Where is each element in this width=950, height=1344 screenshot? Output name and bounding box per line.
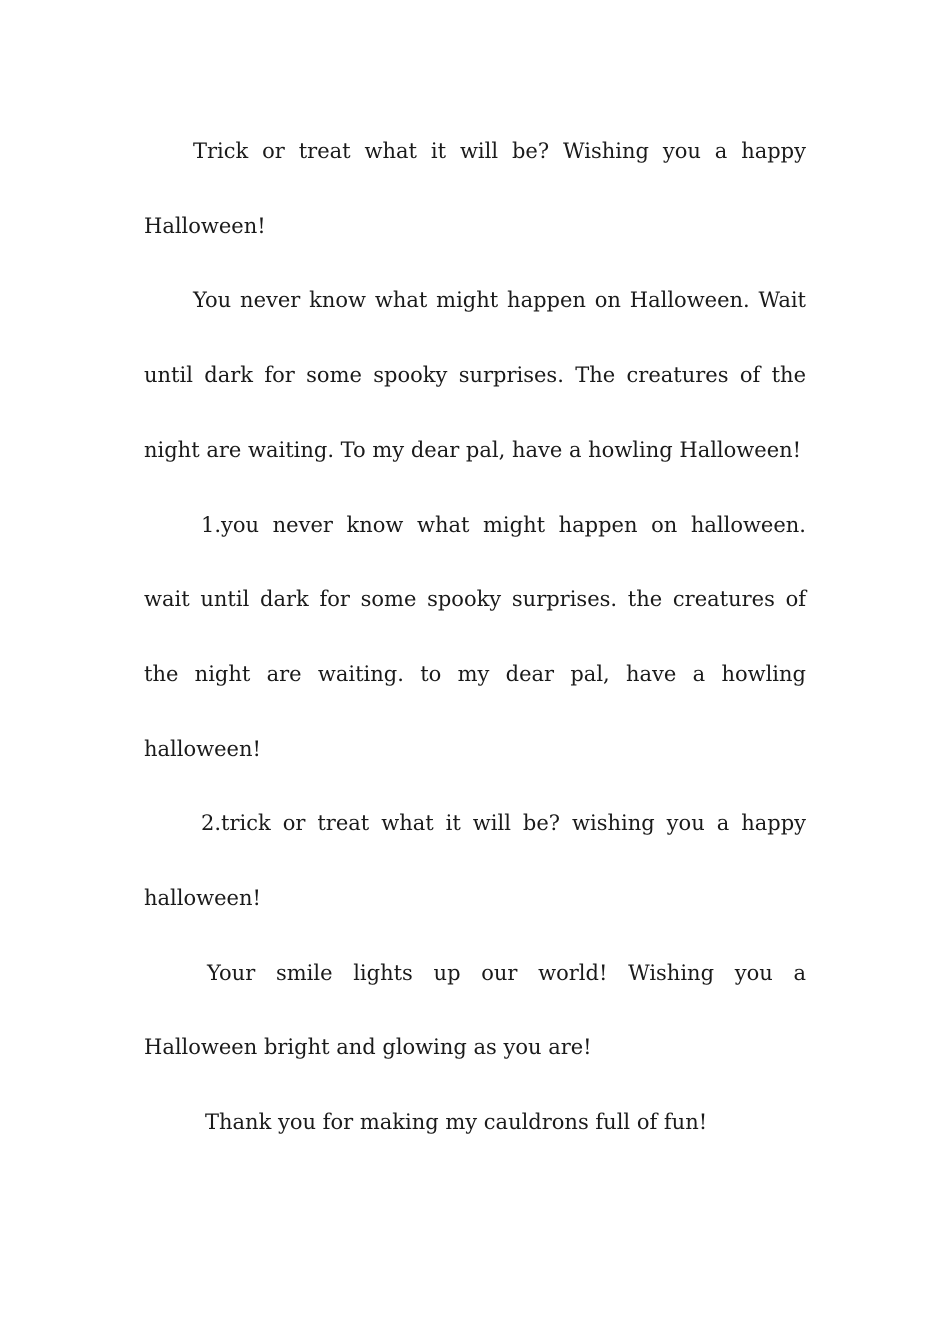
paragraph-2: You never know what might happen on Halloween. Wait until dark for some spooky surprises. The creatures of the night are waiting. To my dear pal, have a howling Halloween! bbox=[144, 288, 806, 462]
paragraph-6: Thank you for making my cauldrons full of fun! bbox=[205, 1110, 708, 1135]
paragraph-1: Trick or treat what it will be? Wishing you a happy Halloween! bbox=[144, 139, 806, 238]
document-body bbox=[144, 114, 806, 1160]
paragraph-4: 2.trick or treat what it will be? wishing you a happy halloween! bbox=[144, 811, 806, 911]
paragraph-5: Your smile lights up our world! Wishing you a Halloween bright and glowing as you are! bbox=[144, 960, 806, 1060]
paragraph-3: 1.you never know what might happen on halloween. wait until dark for some spooky surprises. the creatures of the night are waiting. to my dear pal, have a howling halloween! bbox=[144, 512, 806, 761]
